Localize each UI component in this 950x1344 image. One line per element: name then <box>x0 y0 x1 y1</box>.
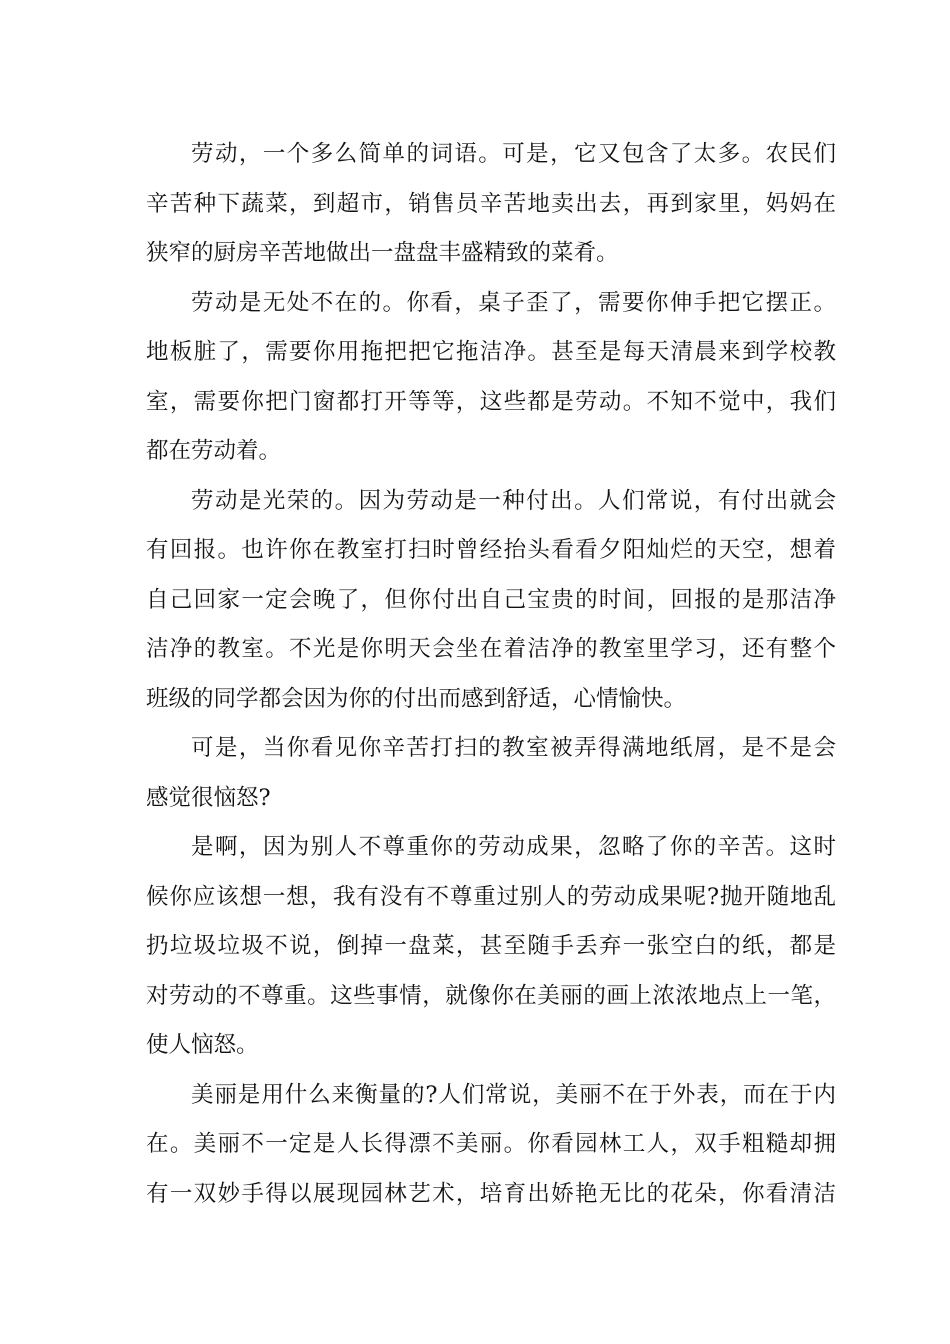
text-line: 使人恼怒。 <box>146 1032 259 1058</box>
text-line: 候你应该想一想，我有没有不尊重过别人的劳动成果呢?抛开随地乱 <box>146 883 836 910</box>
text-line: 有一双妙手得以展现园林艺术，培育出娇艳无比的花朵，你看清洁 <box>146 1180 836 1207</box>
text-line: 洁净的教室。不光是你明天会坐在着洁净的教室里学习，还有整个 <box>146 636 836 662</box>
text-line: 劳动是光荣的。因为劳动是一种付出。人们常说，有付出就会 <box>191 487 836 514</box>
text-line: 有回报。也许你在教室打扫时曾经抬头看看夕阳灿烂的天空，想着 <box>146 537 836 563</box>
text-line: 都在劳动着。 <box>146 438 282 464</box>
text-line: 是啊，因为别人不尊重你的劳动成果，忽略了你的辛苦。这时 <box>191 834 836 860</box>
text-line: 班级的同学都会因为你的付出而感到舒适，心情愉快。 <box>146 685 687 712</box>
text-line: 辛苦种下蔬菜，到超市，销售员辛苦地卖出去，再到家里，妈妈在 <box>146 190 836 217</box>
essay-body <box>146 130 836 1219</box>
text-line: 在。美丽不一定是人长得漂不美丽。你看园林工人，双手粗糙却拥 <box>146 1131 836 1157</box>
text-line: 地板脏了，需要你用拖把把它拖洁净。甚至是每天清晨来到学校教 <box>146 339 836 365</box>
text-line: 可是，当你看见你辛苦打扫的教室被弄得满地纸屑，是不是会 <box>191 735 836 761</box>
text-line: 狭窄的厨房辛苦地做出一盘盘丰盛精致的菜肴。 <box>146 240 619 266</box>
text-line: 室，需要你把门窗都打开等等，这些都是劳动。不知不觉中，我们 <box>146 388 836 415</box>
text-line: 对劳动的不尊重。这些事情，就像你在美丽的画上浓浓地点上一笔， <box>146 982 836 1009</box>
text-line: 美丽是用什么来衡量的?人们常说，美丽不在于外表，而在于内 <box>191 1081 836 1108</box>
text-line: 感觉很恼怒? <box>146 784 271 811</box>
text-line: 扔垃圾垃圾不说，倒掉一盘菜，甚至随手丢弃一张空白的纸，都是 <box>146 933 836 959</box>
text-line: 劳动，一个多么简单的词语。可是，它又包含了太多。农民们 <box>191 141 836 167</box>
text-line: 劳动是无处不在的。你看，桌子歪了，需要你伸手把它摆正。 <box>191 289 836 316</box>
text-line: 自己回家一定会晚了，但你付出自己宝贵的时间，回报的是那洁净 <box>146 586 836 613</box>
